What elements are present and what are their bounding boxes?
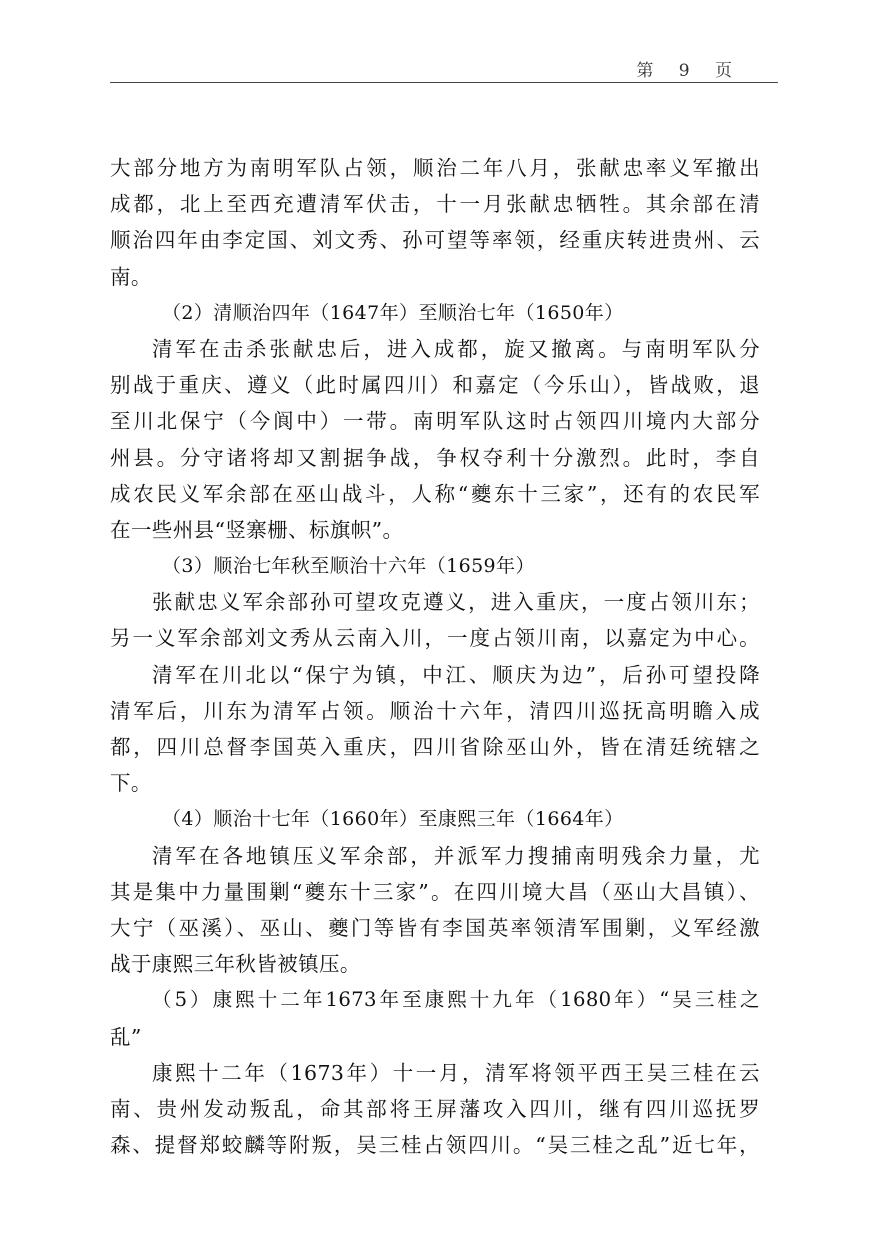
text-line: 南。: [110, 264, 152, 289]
text-line: 大部分地方为南明军队占领，顺治二年八月，张献忠率义军撤出: [110, 156, 760, 180]
text-line: 清军后，川东为清军占领。顺治十六年，清四川巡抚高明瞻入成: [110, 698, 760, 723]
body-text: [110, 150, 760, 1163]
text-line: 都，四川总督李国英入重庆，四川省除巫山外，皆在清廷统辖之: [110, 735, 760, 759]
text-line: 张献忠义军余部孙可望攻克遵义，进入重庆，一度占领川东；: [152, 590, 760, 615]
page-number: 第 9 页: [636, 61, 742, 81]
text-line: 康熙十二年（1673年）十一月，清军将领平西王吴三桂在云: [152, 1060, 760, 1085]
text-line: 其是集中力量围剿“夔东十三家”。在四川境大昌（巫山大昌镇）、: [110, 879, 760, 904]
page-header: [110, 52, 778, 83]
text-line: 南、贵州发动叛乱，命其部将王屏藩攻入四川，继有四川巡抚罗: [110, 1096, 760, 1121]
section-heading: （4）顺治十七年（1660年）至康熙三年（1664年）: [162, 808, 624, 831]
text-line: 乱”: [110, 1024, 142, 1049]
text-line: 州县。分守诸将却又割据争战，争权夺利十分激烈。此时，李自: [110, 445, 760, 470]
text-line: 成农民义军余部在巫山战斗，人称“夔东十三家”，还有的农民军: [110, 481, 760, 506]
text-line: 顺治四年由李定国、刘文秀、孙可望等率领，经重庆转进贵州、云: [110, 228, 760, 253]
text-line: 森、提督郑蛟麟等附叛，吴三桂占领四川。“吴三桂之乱”近七年，: [110, 1133, 760, 1158]
text-line: 大宁（巫溪）、巫山、夔门等皆有李国英率领清军围剿，义军经激: [110, 915, 760, 940]
text-line: 清军在川北以“保宁为镇，中江、顺庆为边”，后孙可望投降: [152, 662, 760, 687]
text-line: 清军在击杀张献忠后，进入成都，旋又撤离。与南明军队分: [152, 336, 760, 361]
text-line: 战于康熙三年秋皆被镇压。: [110, 952, 361, 977]
text-line: 成都，北上至西充遭清军伏击，十一月张献忠牺牲。其余部在清: [110, 192, 760, 217]
section-heading: （2）清顺治四年（1647年）至顺治七年（1650年）: [162, 301, 624, 324]
text-line: 另一义军余部刘文秀从云南入川，一度占领川南，以嘉定为中心。: [110, 626, 760, 651]
text-line: 在一些州县“竖寨栅、标旗帜”。: [110, 517, 404, 542]
section-heading: （5）康熙十二年1673年至康熙十九年（1680年）“吴三桂之: [152, 988, 760, 1012]
section-heading: （3）顺治七年秋至顺治十六年（1659年）: [162, 555, 535, 578]
text-line: 下。: [110, 771, 152, 796]
text-line: 至川北保宁（今阆中）一带。南明军队这时占领四川境内大部分: [110, 409, 760, 434]
text-line: 别战于重庆、遵义（此时属四川）和嘉定（今乐山），皆战败，退: [110, 373, 760, 398]
text-line: 清军在各地镇压义军余部，并派军力搜捕南明残余力量，尤: [152, 843, 760, 868]
